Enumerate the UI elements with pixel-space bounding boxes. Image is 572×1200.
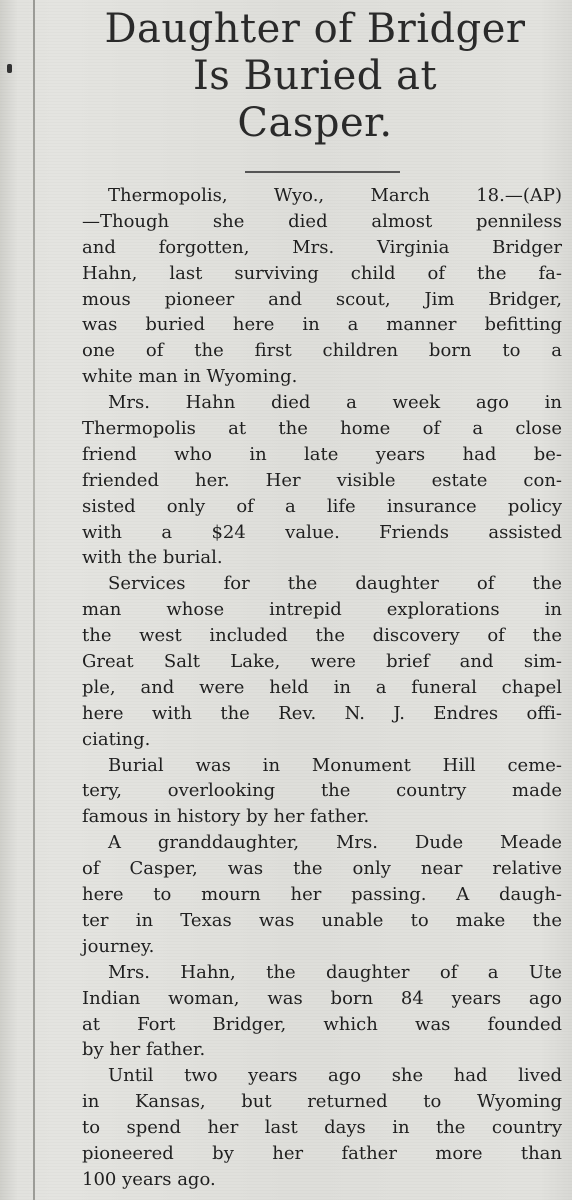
article-line: Great Salt Lake, were brief and sim- [82, 651, 562, 673]
article-line: friend who in late years had be- [82, 443, 562, 465]
article-line: pioneered by her father more than [82, 1142, 562, 1164]
article-line: in Kansas, but returned to Wyoming [82, 1091, 562, 1113]
article-line: tery, overlooking the country made [82, 780, 562, 802]
headline-line-1: Daughter of Bridger [104, 6, 526, 52]
article-line: with the burial. [82, 547, 223, 569]
headline-line-2: Is Buried at [192, 53, 438, 99]
article-line: Mrs. Hahn died a week ago in [108, 392, 562, 414]
headline-divider [245, 171, 400, 173]
article-line: and forgotten, Mrs. Virginia Bridger [82, 236, 562, 258]
article-line: Hahn, last surviving child of the fa- [82, 262, 562, 284]
article-line: Indian woman, was born 84 years ago [82, 987, 562, 1009]
article-line: ple, and were held in a funeral chapel [82, 676, 562, 698]
article-line: Services for the daughter of the [108, 573, 562, 595]
article-line: mous pioneer and scout, Jim Bridger, [82, 288, 562, 310]
article-line: ter in Texas was unable to make the [82, 909, 562, 931]
article-line: at Fort Bridger, which was founded [82, 1013, 562, 1035]
article-line: friended her. Her visible estate con- [82, 469, 562, 491]
article-line: ciating. [82, 728, 151, 750]
article-line: with a $24 value. Friends assisted [82, 521, 562, 543]
article-line: to spend her last days in the country [82, 1117, 562, 1139]
article-line: Thermopolis at the home of a close [82, 418, 562, 440]
article-line: of Casper, was the only near relative [82, 858, 562, 880]
article-line: sisted only of a life insurance policy [82, 495, 562, 517]
article-line: 100 years ago. [82, 1168, 216, 1190]
article-line: Burial was in Monument Hill ceme- [108, 754, 562, 776]
article-line: the west included the discovery of the [82, 625, 562, 647]
headline [60, 6, 570, 147]
ink-speck [7, 64, 12, 73]
article-line: —Though she died almost penniless [82, 210, 562, 232]
article-line: was buried here in a manner befitting [82, 314, 562, 336]
article-line: here with the Rev. N. J. Endres offi- [82, 702, 562, 724]
article-line: journey. [82, 935, 155, 957]
article-line: man whose intrepid explorations in [82, 599, 562, 621]
article-line: here to mourn her passing. A daugh- [82, 884, 562, 906]
article-line: A granddaughter, Mrs. Dude Meade [108, 832, 562, 854]
headline-line-3: Casper. [237, 100, 393, 146]
article-line: by her father. [82, 1039, 206, 1061]
column-rule [33, 0, 35, 1200]
article-line: Until two years ago she had lived [108, 1065, 562, 1087]
article-line: Mrs. Hahn, the daughter of a Ute [108, 961, 562, 983]
article-line: white man in Wyoming. [82, 366, 298, 388]
article-line: one of the first children born to a [82, 340, 562, 362]
article-line: Thermopolis, Wyo., March 18.—(AP) [108, 185, 562, 206]
article-body [82, 183, 562, 1193]
article-line: famous in history by her father. [82, 806, 370, 828]
